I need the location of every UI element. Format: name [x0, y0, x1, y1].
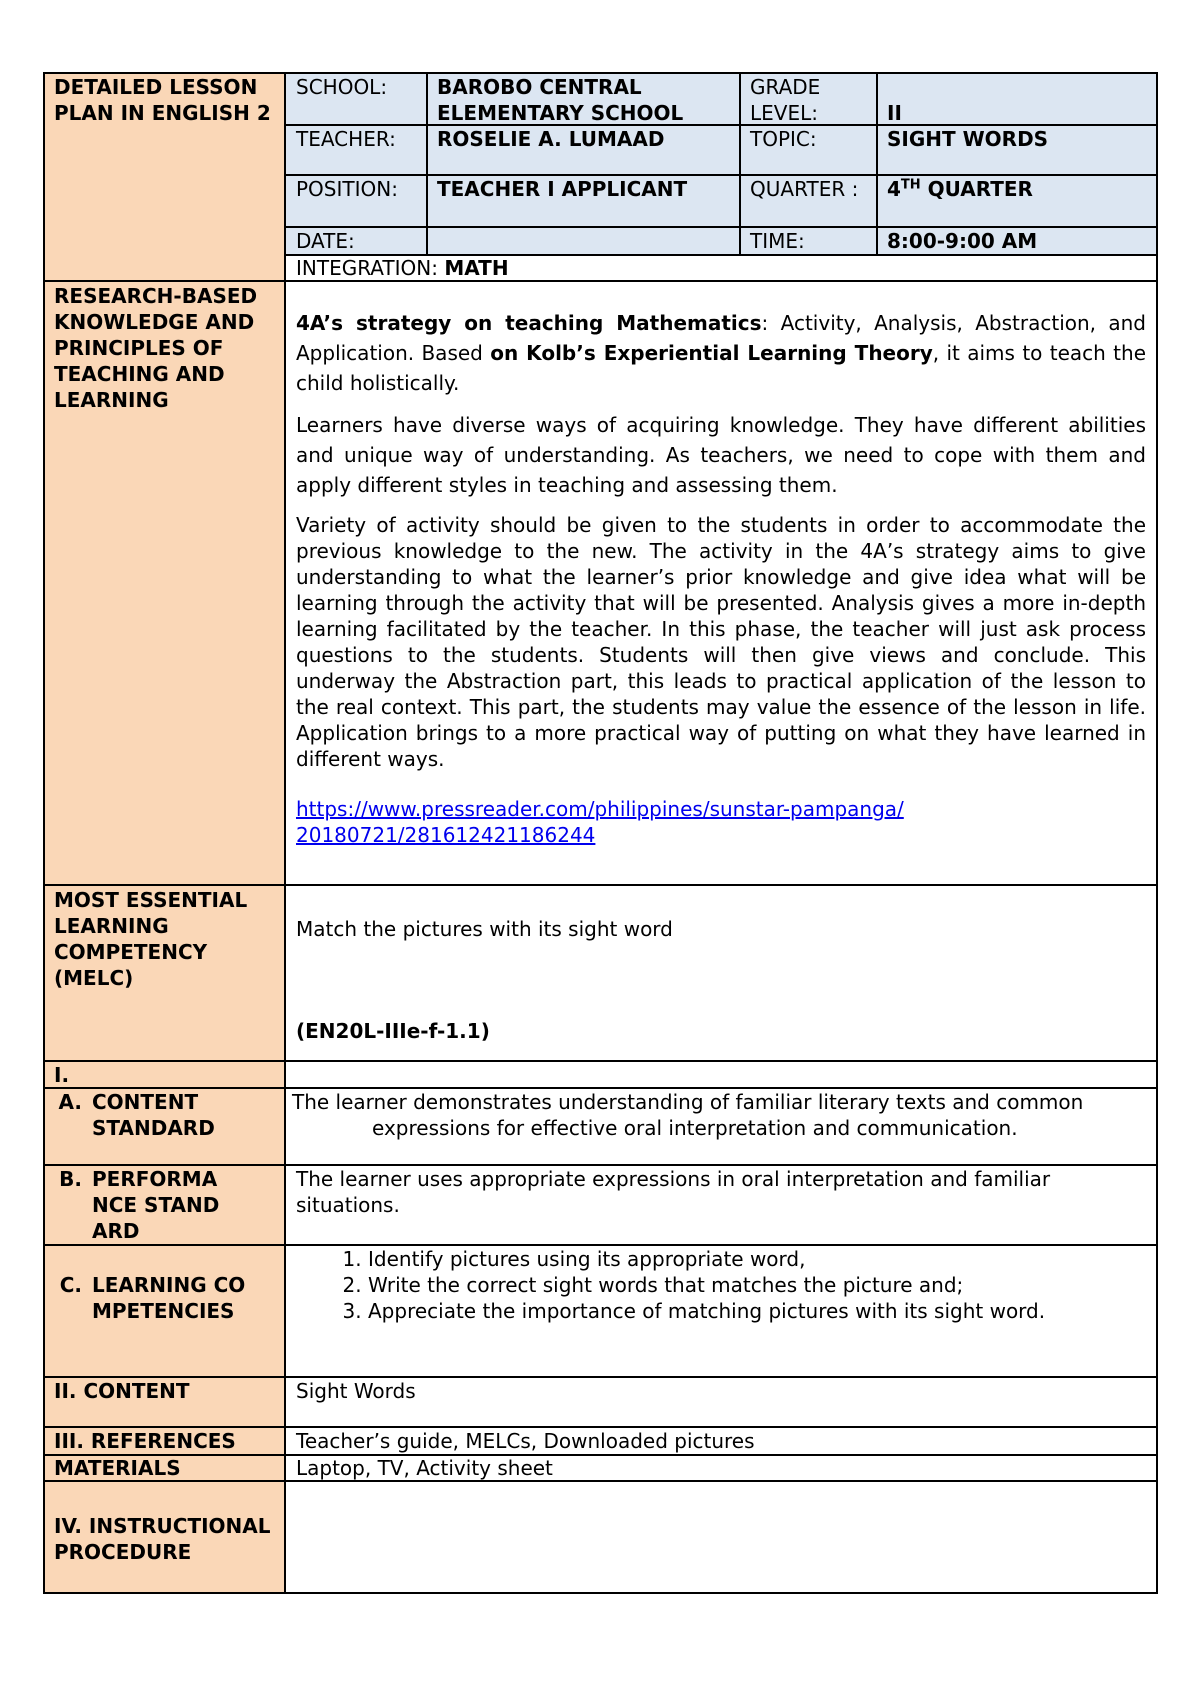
- teacher-value: ROSELIE A. LUMAAD: [437, 127, 665, 151]
- quarter-value: [887, 176, 1147, 202]
- topic-label: TOPIC:: [750, 127, 817, 151]
- performance-standard-letter: B.: [59, 1167, 82, 1191]
- melc-label: MOST ESSENTIAL LEARNING COMPETENCY (MELC): [54, 888, 248, 990]
- time-value: 8:00-9:00 AM: [887, 229, 1038, 253]
- references-value: Teacher’s guide, MELCs, Downloaded pictures: [296, 1429, 755, 1453]
- quarter-word: QUARTER: [920, 177, 1033, 201]
- research-paragraph-1: [296, 308, 1146, 398]
- reference-link-line-2[interactable]: 20180721/281612421186244: [296, 823, 596, 847]
- research-label: RESEARCH-BASED KNOWLEDGE AND PRINCIPLES OF TEACHING AND LEARNING: [54, 284, 258, 412]
- grade-level-label: GRADE LEVEL:: [750, 75, 821, 125]
- research-text: , it aims to teach the child holistically.: [296, 341, 1147, 395]
- grid-line: [739, 72, 741, 255]
- content-label: II. CONTENT: [54, 1379, 190, 1403]
- topic-value: SIGHT WORDS: [887, 127, 1049, 151]
- learning-competencies-label: [54, 1272, 280, 1324]
- learning-competencies-list: [296, 1246, 1096, 1324]
- quarter-label: QUARTER :: [750, 177, 859, 201]
- content-standard-title: CONTENT STANDARD: [92, 1090, 215, 1140]
- time-label: TIME:: [750, 229, 805, 253]
- materials-label: MATERIALS: [54, 1456, 181, 1480]
- quarter-suffix: TH: [900, 177, 921, 193]
- integration-row: [296, 255, 1146, 281]
- grade-level-value: II: [887, 101, 902, 125]
- performance-standard-title: PERFORMANCE STANDARD: [92, 1167, 220, 1243]
- school-label: SCHOOL:: [296, 75, 388, 99]
- performance-standard-text: The learner uses appropriate expressions in oral interpretation and familiar situations.: [296, 1167, 1051, 1217]
- objectives-list: [296, 1246, 1096, 1324]
- performance-standard-label: [54, 1166, 280, 1244]
- quarter-number: 4: [887, 177, 901, 201]
- integration-value: MATH: [444, 256, 509, 280]
- learning-competencies-letter: C.: [59, 1273, 82, 1297]
- grid-line: [43, 72, 45, 1594]
- grid-line: [426, 72, 428, 255]
- grid-line: [876, 72, 878, 255]
- research-text: : Activity, Analysis, Abstraction, and Application. Based: [296, 311, 1146, 365]
- lesson-plan-title: DETAILED LESSON PLAN IN ENGLISH 2: [54, 75, 271, 125]
- grid-line: [1156, 72, 1158, 1594]
- research-content: [296, 308, 1146, 848]
- objective-item: 3. Appreciate the importance of matching pictures with its sight word.: [368, 1298, 1096, 1324]
- content-standard-letter: A.: [58, 1090, 82, 1114]
- integration-label: INTEGRATION:: [296, 256, 445, 280]
- position-label: POSITION:: [296, 177, 398, 201]
- date-label: DATE:: [296, 229, 355, 253]
- melc-text: Match the pictures with its sight word: [296, 917, 673, 941]
- research-strategy-title: 4A’s strategy on teaching Mathematics: [296, 311, 762, 335]
- objective-item: 2. Write the correct sight words that matches the picture and;: [368, 1272, 1096, 1298]
- reference-link-line-1[interactable]: https://www.pressreader.com/philippines/sunstar-pampanga/: [296, 797, 904, 821]
- teacher-label: TEACHER:: [296, 127, 396, 151]
- research-paragraph-2: Learners have diverse ways of acquiring knowledge. They have different abilities and unique way of understanding. As teachers, we need to cope with them and apply different styles in teaching and assessing them.: [296, 413, 1146, 497]
- grid-line: [44, 884, 1157, 886]
- content-standard-text: The learner demonstrates understanding of familiar literary texts and common expressions for effective oral interpretation and communication.: [292, 1090, 1084, 1140]
- content-standard-label: [54, 1089, 280, 1141]
- research-paragraph-3: Variety of activity should be given to the students in order to accommodate the previous knowledge to the new. The activity in the 4A’s strategy aims to give understanding to what the learner’s prior knowledge and give idea what will be learning through the activity that will be presented. Analysis gives a more in-depth learning facilitated by the teacher. In this phase, the teacher will just ask process questions to the students. Students will then give views and conclude. This underway the Abstraction part, this leads to practical application of the lesson to the real context. This part, the students may value the essence of the lesson in life. Application brings to a more practical way of putting on what they have learned in different ways.: [296, 513, 1146, 771]
- objective-item: 1. Identify pictures using its appropriate word,: [368, 1246, 1096, 1272]
- learning-competencies-title: LEARNING COMPETENCIES: [92, 1273, 246, 1323]
- grid-line: [284, 72, 286, 1594]
- instructional-procedure-label: IV. INSTRUCTIONAL PROCEDURE: [54, 1514, 271, 1564]
- melc-code: (EN20L-IIIe-f-1.1): [296, 1019, 490, 1043]
- objectives-roman-numeral: I.: [54, 1063, 70, 1087]
- grid-line: [44, 1592, 1157, 1594]
- research-theory-title: on Kolb’s Experiential Learning Theory: [490, 341, 933, 365]
- references-label: III. REFERENCES: [54, 1429, 236, 1453]
- position-value: TEACHER I APPLICANT: [437, 177, 688, 201]
- school-value: BAROBO CENTRAL ELEMENTARY SCHOOL: [437, 75, 684, 125]
- content-value: Sight Words: [296, 1379, 416, 1403]
- materials-value: Laptop, TV, Activity sheet: [296, 1456, 553, 1480]
- reference-link[interactable]: [296, 796, 1146, 848]
